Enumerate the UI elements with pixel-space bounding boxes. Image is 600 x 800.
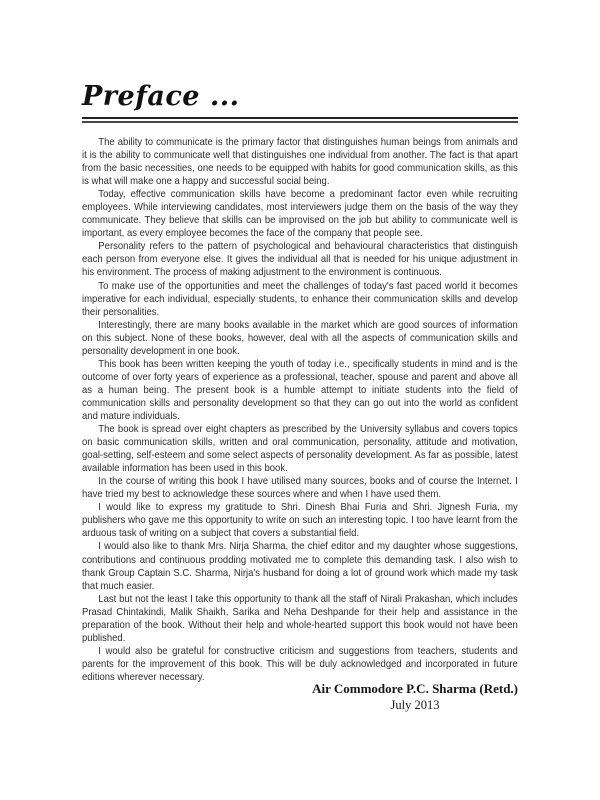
preface-paragraph: The ability to communicate is the primary factor that distinguishes human beings from animals and it is the ability to communicate well that distinguishes one individual from another. The fact is that apart from the basic necessities, one needs to be equipped with habits for good communication skills, as this is what will make one a happy and successful social being.	[82, 136, 518, 188]
preface-paragraph: Today, effective communication skills have become a predominant factor even while recruiting employees. While interviewing candidates, most interviewers judge them on the basis of the way they communicate. They believe that skills can be improvised on the job but ability to communicate well is important, as every employee becomes the face of the company that people see.	[82, 188, 518, 240]
author-name: Air Commodore P.C. Sharma (Retd.)	[312, 681, 518, 696]
signature-inner	[312, 681, 518, 712]
preface-paragraph: Interestingly, there are many books available in the market which are good sources of information on this subject. None of these books, however, deal with all the aspects of communication skills and personality development in one book.	[82, 318, 518, 357]
preface-paragraph: To make use of the opportunities and meet the challenges of today's fast paced world it becomes imperative for each individual, especially students, to enhance their communication skills and develop their personalities.	[82, 279, 518, 318]
preface-paragraph: In the course of writing this book I have utilised many sources, books and of course the Internet. I have tried my best to acknowledge these sources where and when I have used them.	[82, 475, 518, 501]
preface-paragraph: I would also be grateful for constructive criticism and suggestions from teachers, students and parents for the improvement of this book. This will be duly acknowledged and incorporated in future editions wherever necessary.	[82, 644, 518, 683]
preface-paragraph: I would also like to thank Mrs. Nirja Sharma, the chief editor and my daughter whose suggestions, contributions and continuous prodding motivated me to complete this demanding task. I also wish to thank Group Captain S.C. Sharma, Nirja's husband for doing a lot of ground work which made my task that much easier.	[82, 540, 518, 592]
preface-body	[82, 136, 518, 684]
signature-block	[312, 681, 518, 714]
title-divider	[82, 117, 518, 123]
page-title: Preface ...	[82, 81, 240, 112]
preface-paragraph: Last but not the least I take this opportunity to thank all the staff of Nirali Prakashan, which includes Prasad Chintakindi, Malik Shaikh, Sarika and Neha Deshpande for their help and assistance in the preparation of the book. Without their help and whole-hearted support this book would not have been published.	[82, 592, 518, 644]
preface-paragraph: The book is spread over eight chapters as prescribed by the University syllabus and covers topics on basic communication skills, written and oral communication, personality, attitude and motivation, goal-setting, self-esteem and some select aspects of personality development. As far as possible, latest available information has been used in this book.	[82, 423, 518, 475]
preface-paragraph: Personality refers to the pattern of psychological and behavioural characteristics that distinguish each person from everyone else. It gives the individual all that is needed for his unique adjustment in his environment. The process of making adjustment to the environment is continuous.	[82, 240, 518, 279]
signature-date: July 2013	[390, 698, 440, 712]
preface-paragraph: This book has been written keeping the youth of today i.e., specifically students in mind and is the outcome of over forty years of experience as a professional, teacher, spouse and parent and above all as a human being. The present book is a humble attempt to initiate students into the field of communication skills and personality development so that they can go out into the world as confident and mature individuals.	[82, 357, 518, 422]
preface-paragraph: I would like to express my gratitude to Shri. Dinesh Bhai Furia and Shri. Jignesh Furia, my publishers who gave me this opportunity to write on such an interesting topic. I too have learnt from the arduous task of writing on a subject that covers a substantial field.	[82, 501, 518, 540]
